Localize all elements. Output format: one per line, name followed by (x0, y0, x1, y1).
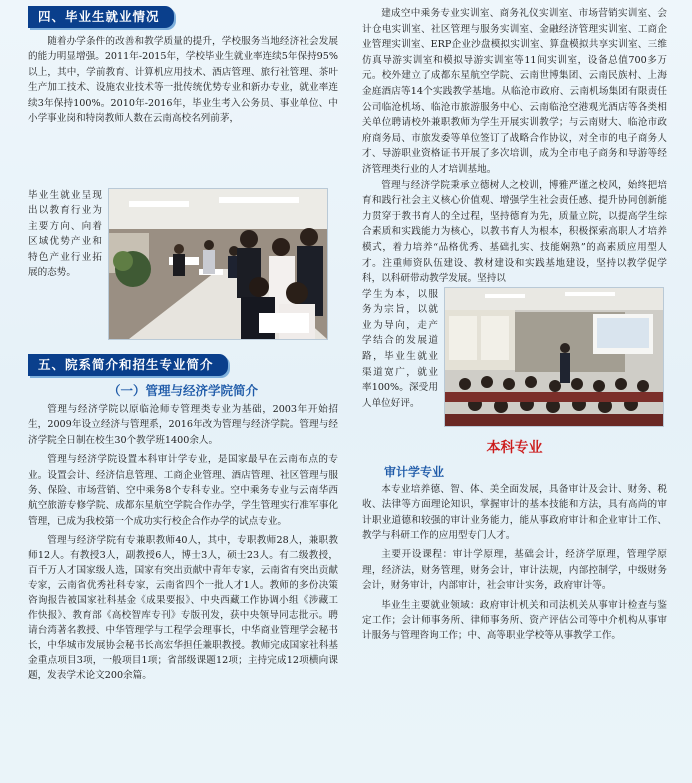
section-4-paragraph: 随着办学条件的改善和教学质量的提升，学校服务当地经济社会发展的能力明显增强。2011年-2015年，学校毕业生就业率连续5年保持95%以上，其中，学前教育、计算机应用技术、酒店管理、旅行社管理、茶叶生产加工技术、设施农业技术等一批传统优势专业和新办专业，就业率连续3年保持100%。2010年-2016年，毕业生考入公务员、事业单位、中小学事业岗和特岗教师人数在云南高校名列前茅， (28, 36, 338, 125)
section-5-header: 五、院系简介和招生专业简介 (28, 354, 228, 376)
ethos-photo-row (362, 287, 667, 427)
classroom-photo-illustration (445, 288, 663, 426)
undergraduate-major-title: 本科专业 (486, 439, 543, 456)
college-intro-p1: 管理与经济学院以原临沧师专管理类专业为基础，2003年开始招生，2009年设立经济与管理系，2016年改为管理与经济学院。管理与经济学院全日制在校生30个教学班1400余人。 (28, 404, 338, 446)
college-intro-title: （一）管理与经济学院简介 (107, 383, 258, 398)
classroom-photo (444, 287, 664, 427)
college-intro-p2: 管理与经济学院设置本科审计学专业，是国家最早在云南布点的专业。设置会计、经济信息管理、工商企业管理、酒店管理、社区管理与服务、保险、市场营销、空中乘务8个专科专业。空中乘务专业与云南华西航空旅游专修学院、成都东星航空学院合作办学，学生管理实行准军事化管理，已成为我校第一个成功实行校企合作办学的试点专业。 (28, 454, 338, 527)
audit-major-employment: 毕业生主要就业领域：政府审计机关和司法机关从事审计检查与鉴定工作；会计师事务所、律师事务所、资产评估公司等中介机构从事审计服务与管理咨询工作；中、高等职业学校等从事教学工作。 (362, 599, 667, 642)
facilities-paragraph: 建成空中乘务专业实训室、商务礼仪实训室、市场营销实训室、会计仓电实训室、社区管理与服务实训室、金融经济管理实训室、工商企业管理实训室、ERP企业沙盘模拟实训室、算盘模拟共享实训室、三维仿真导游实训室和模拟导游实训室等11间实训室，设备总值700多万元。校外建立了成都东星航空学院、云南世博集团、云南民族村、上海金庭酒店等14个实践教学基地。从临沧市政府、云南机场集团有限责任公司临沧机场、临沧市旅游服务中心、云南临沧空港观光酒店等各类相关单位聘请校外兼职教师为学生开展实训教学；与云南财大、临沧市政府商务局、市旅发委等单位签订了战略合作协议，对全市的电子商务人才、导游职业资格证书开展了多次培训，成为全市电子商务和导游等经济管理类行业的人才培训基地。 (362, 8, 667, 175)
college-intro-p3: 管理与经济学院有专兼职教师40人，其中，专职教师28人，兼职教师12人。有教授3人，副教授6人，博士3人，硕士23人。有二级教授，百千万人才国家级人选，国家有突出贡献中青年专家，云南省有突出贡献专家，云南省优秀社科专家，云南省四个一批人才1人。教师的多份决策咨询报告被国家社科基金《成果要报》、中央西藏工作协调小组《涉藏工作快报》、教育部《高校智库专刊》专版刊发，获中央领导同志批示。聘请台湾著名教授、中华管理学与工程学会理事长，中华商业管理学会秘书长，中华城市发展协会秘书长高宏华担任兼职教授。教师完成国家社科基金重点项目3项，一般项目1项；省部级课题12项；主持完成12项横向课题，发表学术论文200余篇。 (28, 535, 338, 682)
left-column (28, 6, 338, 683)
section-4-side-text: 毕业生就业呈现出以教育行业为主要方向、向着区域优势产业和特色产业行业拓展的态势。 (28, 190, 102, 279)
audit-major-courses: 主要开设课程：审计学原理，基础会计，经济学原理，管理学原理，经济法，财务管理，财务会计，审计法规，内部控制学，中级财务会计，财务审计，内部审计，社会审计实务，政府审计等。 (362, 549, 667, 592)
section-4-photo-row (28, 188, 338, 340)
audit-major-title: 审计学专业 (384, 464, 445, 479)
right-column (362, 6, 667, 644)
career-fair-photo (108, 188, 328, 340)
audit-major-description: 本专业培养德、智、体、美全面发展，具备审计及会计、财务、税收、法律等方面理论知识，掌握审计的基本技能和方法，具有高尚的审计职业道德和较强的审计业务能力，能从事政府审计和企业审计工作、教学与科研工作的应用型专门人才。 (362, 483, 667, 541)
ethos-side-text: 学生为本，以服务为宗旨，以就业为导向，走产学结合的发展道路，毕业生就业渠道宽广，就业率100%。深受用人单位好评。 (362, 288, 438, 409)
career-fair-photo-illustration (109, 189, 327, 339)
section-4-header: 四、毕业生就业情况 (28, 6, 174, 28)
college-ethos-paragraph: 管理与经济学院秉承立德树人之校训，博雅严谨之校风，始终把培育和践行社会主义核心价值观、增强学生社会责任感、提升协同创新能力贯穿于教书育人的全过程，坚持德育为先，质量立院，以提高学生综合素质和实践能力为核心，以教书育人为根本，积极探索高职人才培养模式，着力培养“品格优秀、基础扎实、技能娴熟”的高素质应用型人才。注重师资队伍建设、教材建设和实践基地建设，坚持以教学促学科，以科研带动教学发展。坚持以 (362, 179, 667, 285)
